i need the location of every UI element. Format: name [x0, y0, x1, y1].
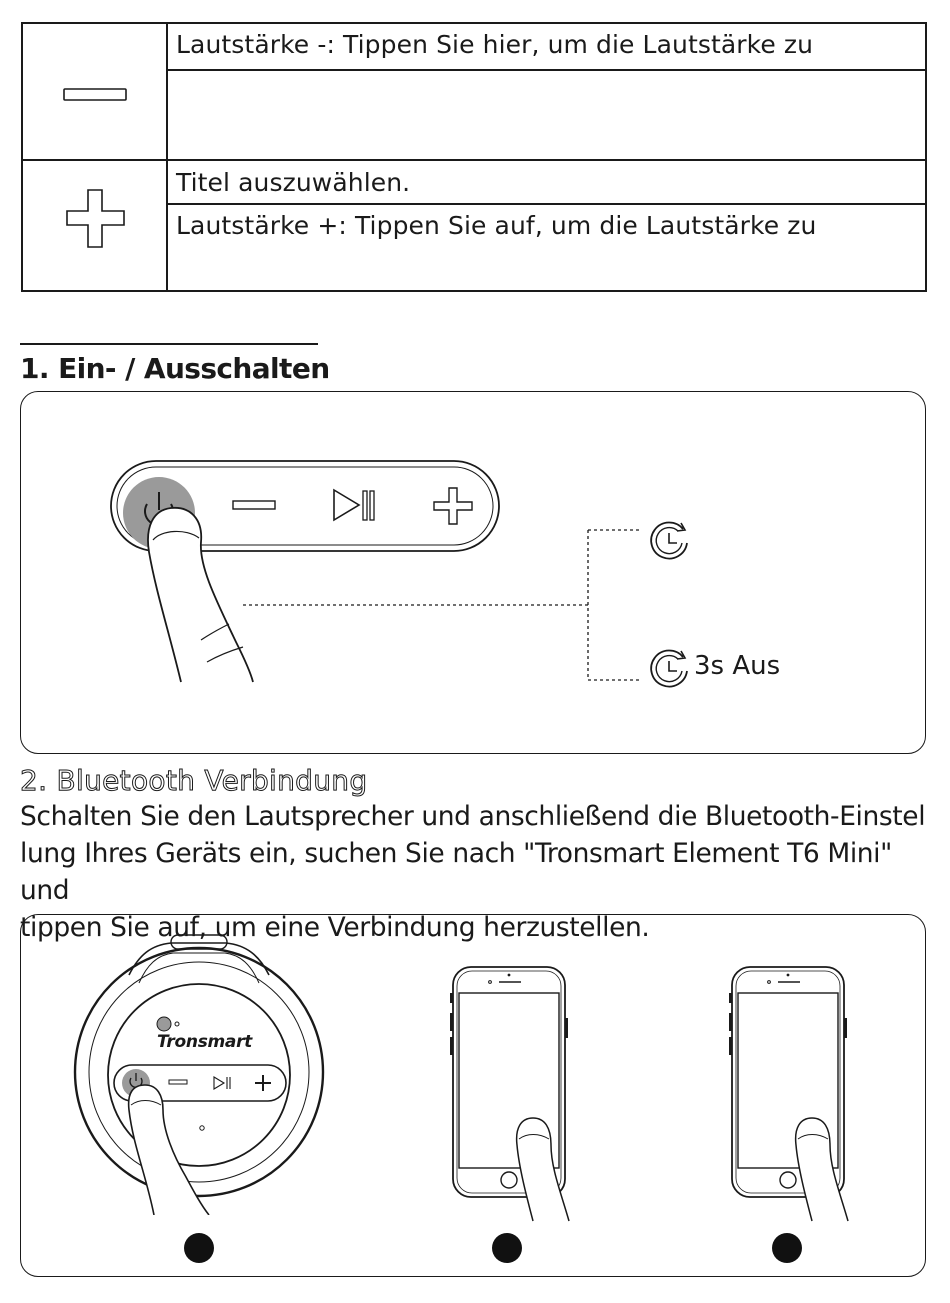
power-off-label: 3s Aus [694, 651, 781, 681]
bluetooth-illustration-panel [20, 914, 926, 1277]
paragraph-line: lung Ihres Geräts ein, suchen Sie nach "Tronsmart Element T6 Mini" und [20, 838, 892, 906]
timer-clock-icon [647, 647, 691, 691]
smartphone-illustration [447, 963, 577, 1223]
step-marker [184, 1233, 214, 1263]
paragraph-line: Schalten Sie den Lautsprecher und anschließend die Bluetooth-Einstel [20, 801, 926, 832]
plus-description: Lautstärke +: Tippen Sie auf, um die Lautstärke zu [176, 211, 817, 240]
timer-clock-icon [647, 519, 691, 563]
step-marker [772, 1233, 802, 1263]
power-button-illustration [21, 392, 925, 753]
smartphone-illustration [726, 963, 856, 1223]
table-divider [23, 159, 927, 161]
brand-logo: Tronsmart [157, 1032, 253, 1052]
table-divider [166, 24, 168, 290]
step-marker [492, 1233, 522, 1263]
section2-title: 2. Bluetooth Verbindung [20, 764, 368, 797]
minus-description: Lautstärke -: Tippen Sie hier, um die Lautstärke zu [176, 30, 814, 59]
section1-title: 1. Ein- / Ausschalten [20, 352, 330, 385]
next-track-description: Titel auszuwählen. [176, 168, 411, 197]
paragraph-line: tippen Sie auf, um eine Verbindung herzustellen. [20, 912, 650, 943]
table-divider [166, 203, 927, 205]
minus-icon [63, 88, 127, 102]
section-rule [20, 343, 318, 345]
table-divider [166, 69, 927, 71]
controls-table [21, 22, 927, 292]
plus-icon [66, 189, 126, 249]
speaker-illustration [21, 915, 361, 1215]
power-illustration-panel [20, 391, 926, 754]
